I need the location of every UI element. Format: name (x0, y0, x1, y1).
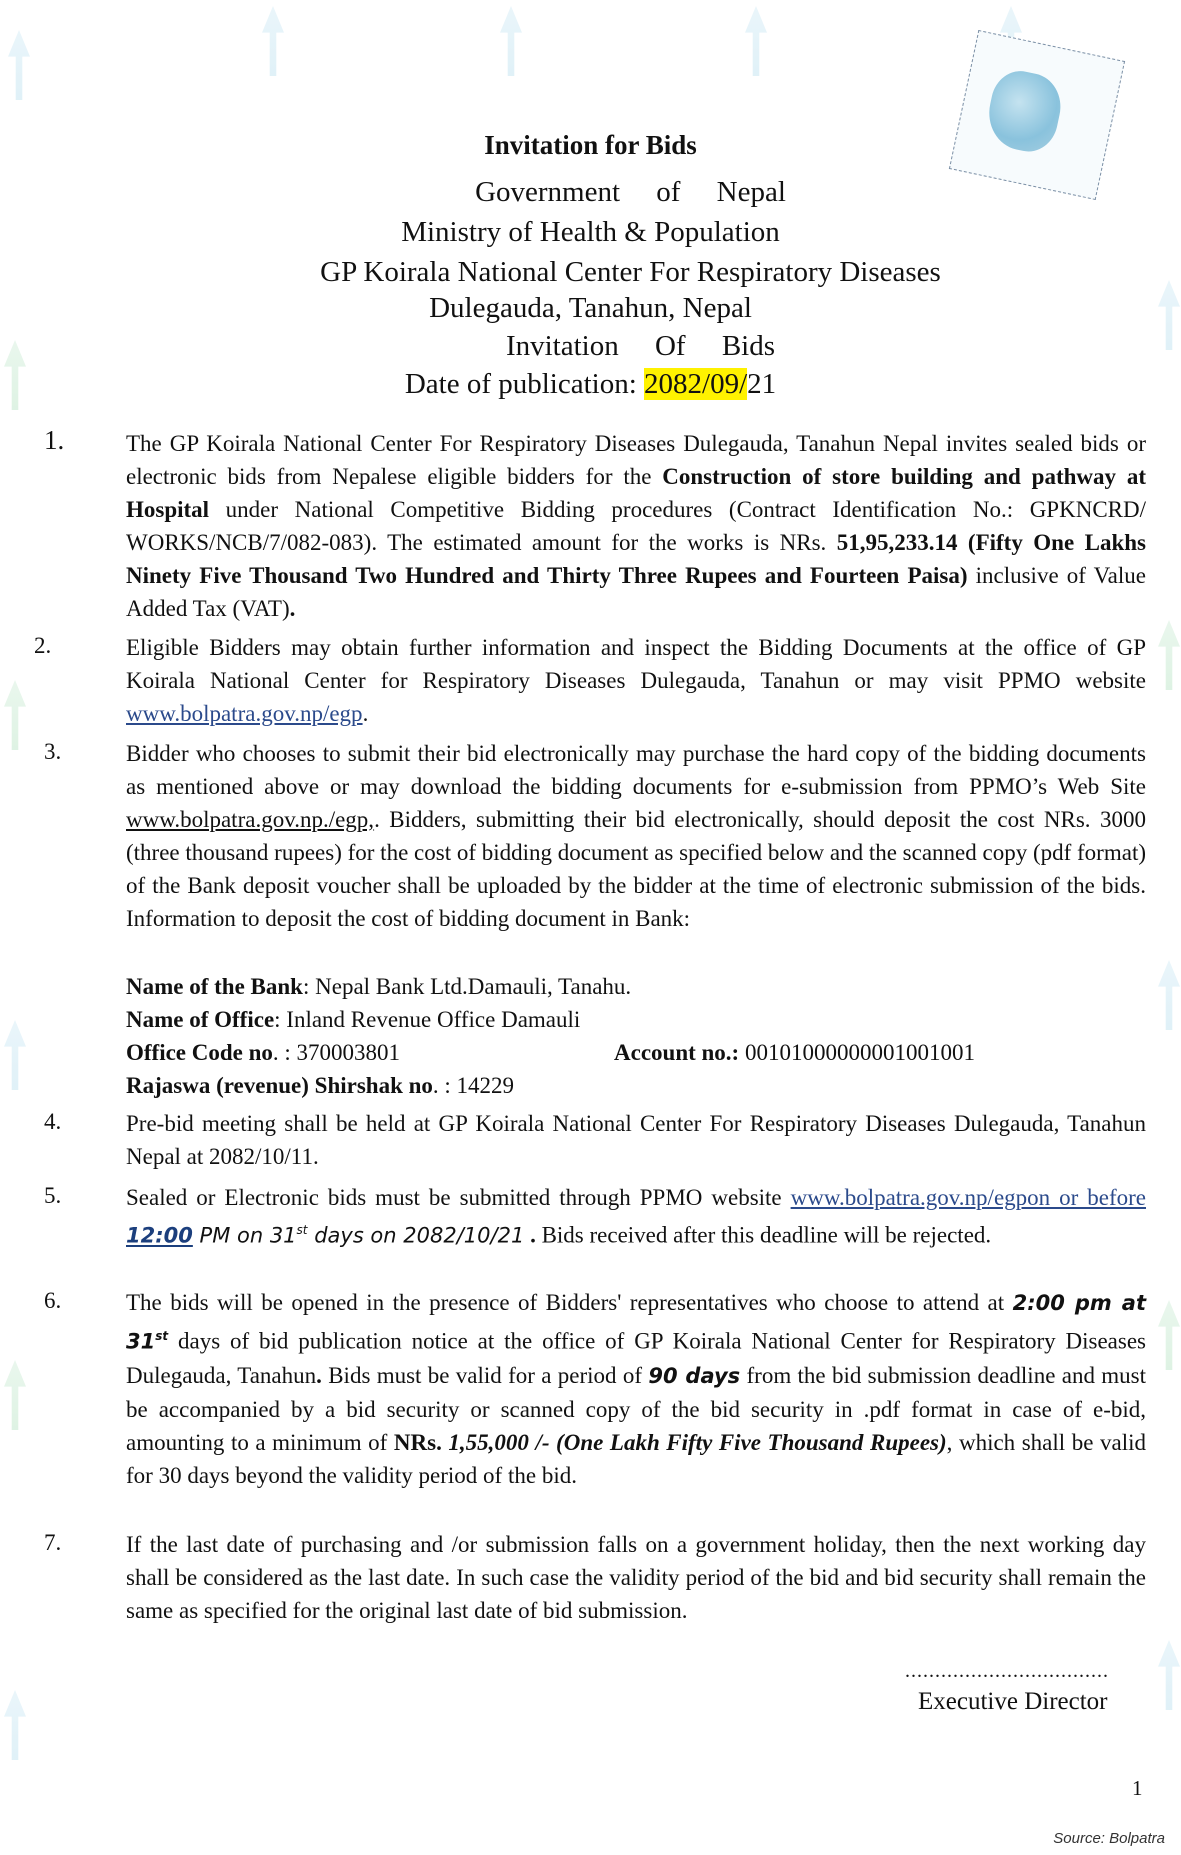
clause-2-text: Eligible Bidders may obtain further information and inspect the Bidding Documents at the office of GP Koirala National Center for Respiratory Diseases Dulegauda, Tanahun or may visit PPMO website www.bolpatra.gov.np/egp. (126, 635, 1146, 726)
clause-3-text: Bidder who chooses to submit their bid electronically may purchase the hard copy of the bidding documents as mentioned above or may download the bidding documents for e-submission from PPMO’s Web Site www.bolpatra.gov.np./egp,. Bidders, submitting their bid electronically, should deposit the cost NRs. 3000 (three thousand rupees) for the cost of bidding document as specified below and the scanned copy (pdf format) of the Bank deposit voucher shall be uploaded by the bidder at the time of electronic submission of the bids. Information to deposit the cost of bidding document in Bank: (126, 741, 1146, 931)
item-number: 1. (44, 425, 65, 455)
clause-7-text: If the last date of purchasing and /or submission falls on a government holiday, then the next working day shall be considered as the last date. In such case the validity period of the bid and bid security shall remain the same as specified for the original last date of bid submission. (126, 1532, 1146, 1623)
item-number: 3. (44, 739, 62, 764)
signature-line: .................................. (905, 1660, 1109, 1682)
signatory-title: Executive Director (918, 1688, 1108, 1715)
office-code-row: Office Code no. : 370003801 (126, 1040, 401, 1065)
watermark-arrow-icon (1158, 960, 1180, 1030)
bank-name-row: Name of the Bank: Nepal Bank Ltd.Damauli, Tanahu. (126, 974, 632, 999)
rajaswa-row: Rajaswa (revenue) Shirshak no. : 14229 (126, 1073, 515, 1098)
official-stamp (949, 30, 1125, 200)
bolpatra-egp-link[interactable]: www.bolpatra.gov.np./egp, (126, 807, 375, 832)
clause-5-text: Sealed or Electronic bids must be submitted through PPMO website www.bolpatra.gov.np/egpon or before 12:00 PM on 31st days on 2082/10/21 . Bids received after this deadline will be rejected. (126, 1185, 1146, 1248)
watermark-arrow-icon (8, 30, 30, 100)
clause-6-text: The bids will be opened in the presence of Bidders' representatives who choose to attend at 2:00 pm at 31st days of bid publication notice at the office of GP Koirala National Center for Respiratory Diseases Dulegauda, Tanahun. Bids must be valid for a period of 90 days from the bid submission deadline and must be accompanied by a bid security or scanned copy of the bid security in .pdf format in case of e-bid, amounting to a minimum of NRs. 1,55,000 /- (One Lakh Fifty Five Thousand Rupees), which shall be valid for 30 days beyond the validity period of the bid. (126, 1290, 1146, 1488)
estimated-amount: 51,95,233.14 (Fifty One Lakhs Ninety Five Thousand Two Hundred and Thirty Three Rupees and Fourteen Paisa) (126, 530, 1146, 588)
watermark-arrow-icon (262, 6, 284, 76)
office-name-row: Name of Office: Inland Revenue Office Damauli (126, 1007, 581, 1032)
page-number: 1 (1132, 1776, 1143, 1800)
watermark-arrow-icon (1158, 620, 1180, 690)
item-number: 5. (44, 1183, 62, 1208)
notice-title: Invitation for Bids (484, 130, 697, 160)
watermark-arrow-icon (4, 1020, 26, 1090)
account-number-row: Account no.: 00101000000001001001 (614, 1040, 975, 1065)
validity-days: 90 days (648, 1363, 741, 1388)
watermark-arrow-icon (1158, 1640, 1180, 1710)
bolpatra-egp-deadline-link[interactable]: www.bolpatra.gov.np/egpon or before (790, 1185, 1146, 1210)
watermark-arrow-icon (4, 1360, 26, 1430)
watermark-arrow-icon (4, 1690, 26, 1760)
bolpatra-link[interactable]: www.bolpatra.gov.np/egp (126, 701, 363, 726)
work-name: Construction of store building and pathway at Hospital (126, 464, 1146, 522)
watermark-arrow-icon (745, 6, 767, 76)
item-number: 7. (44, 1530, 62, 1555)
watermark-arrow-icon (1158, 1300, 1180, 1370)
bid-security-amount: 1,55,000 /- (One Lakh Fifty Five Thousand Rupees) (448, 1429, 947, 1455)
watermark-arrow-icon (500, 6, 522, 76)
header-invitation: Invitation Of Bids (505, 330, 776, 362)
source-credit: Source: Bolpatra (1053, 1830, 1165, 1847)
publication-date-highlight: 2082/09/ (644, 368, 748, 400)
item-number: 4. (44, 1109, 62, 1134)
watermark-arrow-icon (4, 680, 26, 750)
header-government: Government of Nepal (475, 176, 786, 208)
clause-4-text: Pre-bid meeting shall be held at GP Koirala National Center For Respiratory Diseases Dulegauda, Tanahun Nepal at 2082/10/11. (126, 1111, 1146, 1169)
header-center-name: GP Koirala National Center For Respiratory Diseases (320, 256, 941, 288)
header-address: Dulegauda, Tanahun, Nepal (429, 292, 752, 324)
item-number: 6. (44, 1288, 62, 1313)
clause-1-text: The GP Koirala National Center For Respiratory Diseases Dulegauda, Tanahun Nepal invites sealed bids or electronic bids from Nepalese eligible bidders for the Construction of store building and pathway at Hospital under National Competitive Bidding procedures (Contract Identification No.: GPKNCRD/ WORKS/NCB/7/082-083). The estimated amount for the works is NRs. 51,95,233.14 (Fifty One Lakhs Ninety Five Thousand Two Hundred and Thirty Three Rupees and Fourteen Paisa) inclusive of Value Added Tax (VAT). (126, 431, 1146, 621)
item-number: 2. (34, 633, 52, 658)
publication-date: Date of publication: 2082/09/21 (404, 368, 777, 400)
header-ministry: Ministry of Health & Population (401, 216, 780, 248)
